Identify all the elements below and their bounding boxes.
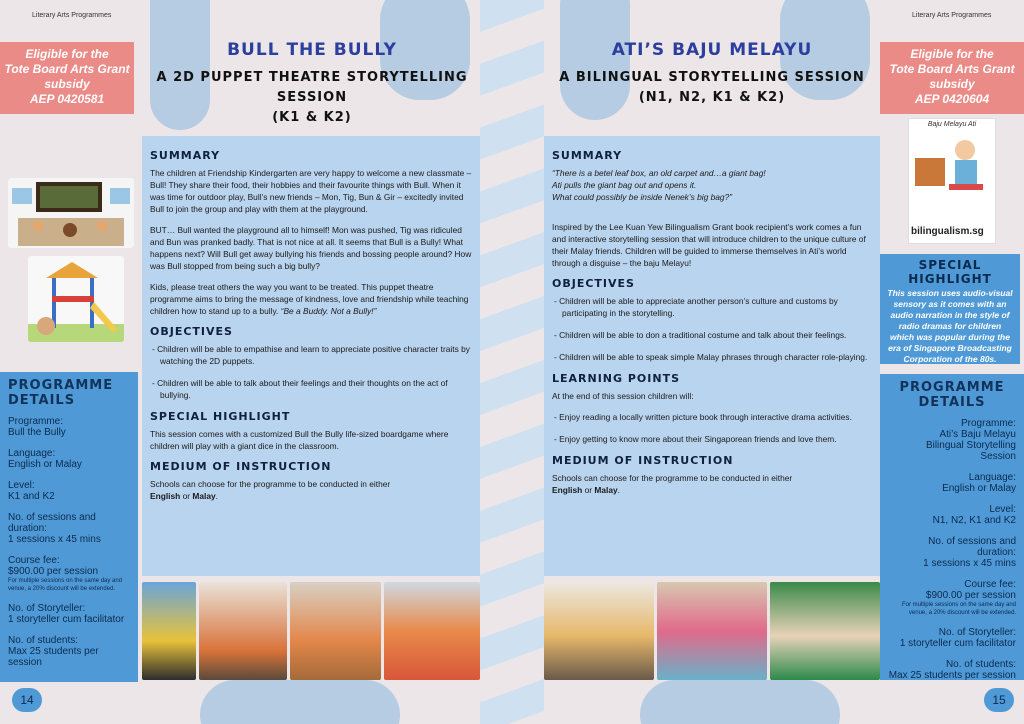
photo — [544, 582, 654, 680]
photo — [657, 582, 767, 680]
detail-storyteller: No. of Storyteller: 1 storyteller cum facilitator — [899, 627, 1016, 649]
summary-paragraph: The children at Friendship Kindergarten are very happy to welcome a new classmate – Bull! They share their food, their hobbies and their favourite things with Bull. When it was time for outdoor play, Bull’s new friends – Mon, Tig, Bun & Gir – excitedly invited Bull to join the group and play with them at the playground. — [150, 168, 472, 214]
detail-programme: Programme: Bull the Bully — [8, 416, 66, 438]
page-title: BULL THE BULLY — [227, 40, 397, 60]
special-heading: SPECIAL HIGHLIGHT — [908, 258, 992, 286]
summary-paragraph: BUT… Bull wanted the playground all to himself! Mon was pushed, Tig was ridiculed and Bun was pranked badly. That is not nice at all. It seems that Bull is a Bully! What happens next? Will Bull get away bullying his friends and bossing people around? How was Bull stopped from being such a big bully? — [150, 225, 472, 271]
book-title: Baju Melayu Ati — [927, 121, 977, 128]
book-cover — [908, 118, 996, 244]
detail-students: No. of students: Max 25 students per session — [8, 635, 99, 668]
book-illustration — [909, 128, 995, 198]
learning-heading: LEARNING POINTS — [552, 372, 681, 385]
page-subtitle: A 2D PUPPET THEATRE STORYTELLING SESSION (K1 & K2) — [156, 70, 468, 125]
medium-heading: MEDIUM OF INSTRUCTION — [552, 454, 734, 467]
learning-intro: At the end of this session children will: — [552, 391, 694, 401]
objectives-heading: OBJECTIVES — [150, 325, 233, 338]
page-subtitle: A BILINGUAL STORYTELLING SESSION (N1, N2, K1 & K2) — [559, 70, 865, 105]
detail-fee: Course fee: $900.00 per session For multiple sessions on the same day and venue, a 20% discount will be extended. — [901, 579, 1016, 616]
detail-sessions: No. of sessions and duration: 1 sessions x 45 mins — [8, 512, 101, 545]
header-right: Literary Arts Programmes — [912, 12, 992, 19]
objective-item: - Children will be able to empathise and learn to appreciate positive character traits by watching the 2D puppets. — [152, 344, 470, 366]
playground-illustration — [28, 256, 124, 342]
center-spine — [480, 0, 544, 724]
medium-text: Schools can choose for the programme to be conducted in either English or Malay. — [150, 479, 391, 501]
summary-paragraph: Inspired by the Lee Kuan Yew Bilingualism Grant book recipient’s work comes a fun and interactive storytelling session that will introduce children to the unique culture of their Malay friends. Children will be guided to immerse themselves in Ati’s world through a disguise – the baju Melayu! — [552, 222, 866, 268]
learning-item: - Enjoy getting to know more about their Singaporean friends and love them. — [554, 434, 837, 444]
detail-language: Language: English or Malay — [942, 472, 1016, 494]
programme-details-left — [0, 372, 138, 682]
special-text: This session comes with a customized Bull the Bully life-sized boardgame where children will play with a giant dice in the classroom. — [150, 429, 449, 451]
photo — [290, 582, 382, 680]
medium-text: Schools can choose for the programme to be conducted in either English or Malay. — [552, 473, 793, 495]
page-number-left: 14 — [12, 688, 42, 712]
detail-programme: Programme: Ati’s Baju Melayu Bilingual Storytelling Session — [925, 418, 1016, 462]
detail-level: Level: K1 and K2 — [8, 480, 55, 502]
photo-strip-left — [142, 582, 480, 680]
special-text: This session uses audio-visual sensory as it comes with an audio narration in the style of radio dramas for children which was popular during the era of Singapore Broadcasting Corporation of the 80s. — [887, 288, 1013, 364]
detail-language: Language: English or Malay — [8, 448, 82, 470]
details-heading: PROGRAMME DETAILS — [899, 380, 1005, 410]
learning-item: - Enjoy reading a locally written picture book through interactive drama activities. — [554, 412, 852, 422]
title-left — [142, 40, 482, 128]
objective-item: - Children will be able to speak simple Malay phrases through character role-playing. — [554, 352, 868, 362]
bg-shape — [200, 680, 400, 724]
special-heading: SPECIAL HIGHLIGHT — [150, 410, 291, 423]
grant-badge-left: Eligible for the Tote Board Arts Grant subsidy AEP 0420581 — [0, 42, 134, 114]
summary-heading: SUMMARY — [552, 149, 623, 162]
grant-badge-right: Eligible for the Tote Board Arts Grant subsidy AEP 0420604 — [880, 42, 1024, 114]
header-left: Literary Arts Programmes — [32, 12, 112, 19]
summary-heading: SUMMARY — [150, 149, 221, 162]
objectives-heading: OBJECTIVES — [552, 277, 635, 290]
content-panel-right — [544, 136, 880, 576]
details-heading: PROGRAMME DETAILS — [8, 378, 114, 408]
objective-item: - Children will be able to talk about their feelings and their thoughts on the act of bullying. — [152, 378, 448, 400]
medium-heading: MEDIUM OF INSTRUCTION — [150, 460, 332, 473]
detail-fee: Course fee: $900.00 per session For multiple sessions on the same day and venue, a 20% discount will be extended. — [8, 555, 123, 592]
page-number-right: 15 — [984, 688, 1014, 712]
detail-storyteller: No. of Storyteller: 1 storyteller cum facilitator — [8, 603, 125, 625]
bilingualism-logo: bilingualism.sg — [911, 226, 984, 237]
objective-item: - Children will be able to appreciate another person’s culture and customs by participating in the storytelling. — [554, 296, 838, 318]
detail-level: Level: N1, N2, K1 and K2 — [932, 504, 1016, 526]
photo-strip-right — [544, 582, 880, 680]
bg-shape — [640, 680, 840, 724]
detail-students: No. of students: Max 25 students per session — [888, 659, 1016, 681]
photo — [384, 582, 480, 680]
content-panel-left — [142, 136, 480, 576]
summary-quote: “There is a betel leaf box, an old carpet and…a giant bag! Ati pulls the giant bag out and opens it. What could possibly be inside Nenek’s big bag?” — [552, 168, 766, 202]
photo — [770, 582, 880, 680]
photo — [199, 582, 287, 680]
classroom-illustration — [8, 178, 134, 248]
special-highlight-right — [880, 254, 1020, 364]
title-right — [544, 40, 880, 108]
programme-details-right — [880, 374, 1024, 680]
objective-item: - Children will be able to don a traditional costume and talk about their feelings. — [554, 330, 847, 340]
detail-sessions: No. of sessions and duration: 1 sessions x 45 mins — [923, 536, 1016, 569]
page-title: ATI’S BAJU MELAYU — [611, 40, 813, 60]
summary-paragraph: Kids, please treat others the way you want to be treated. This puppet theatre programme aims to bring the message of kindness, love and friendship while teaching children how to stand up to a bully. “Be a Buddy. Not a Bully!” — [150, 282, 469, 316]
photo — [142, 582, 196, 680]
